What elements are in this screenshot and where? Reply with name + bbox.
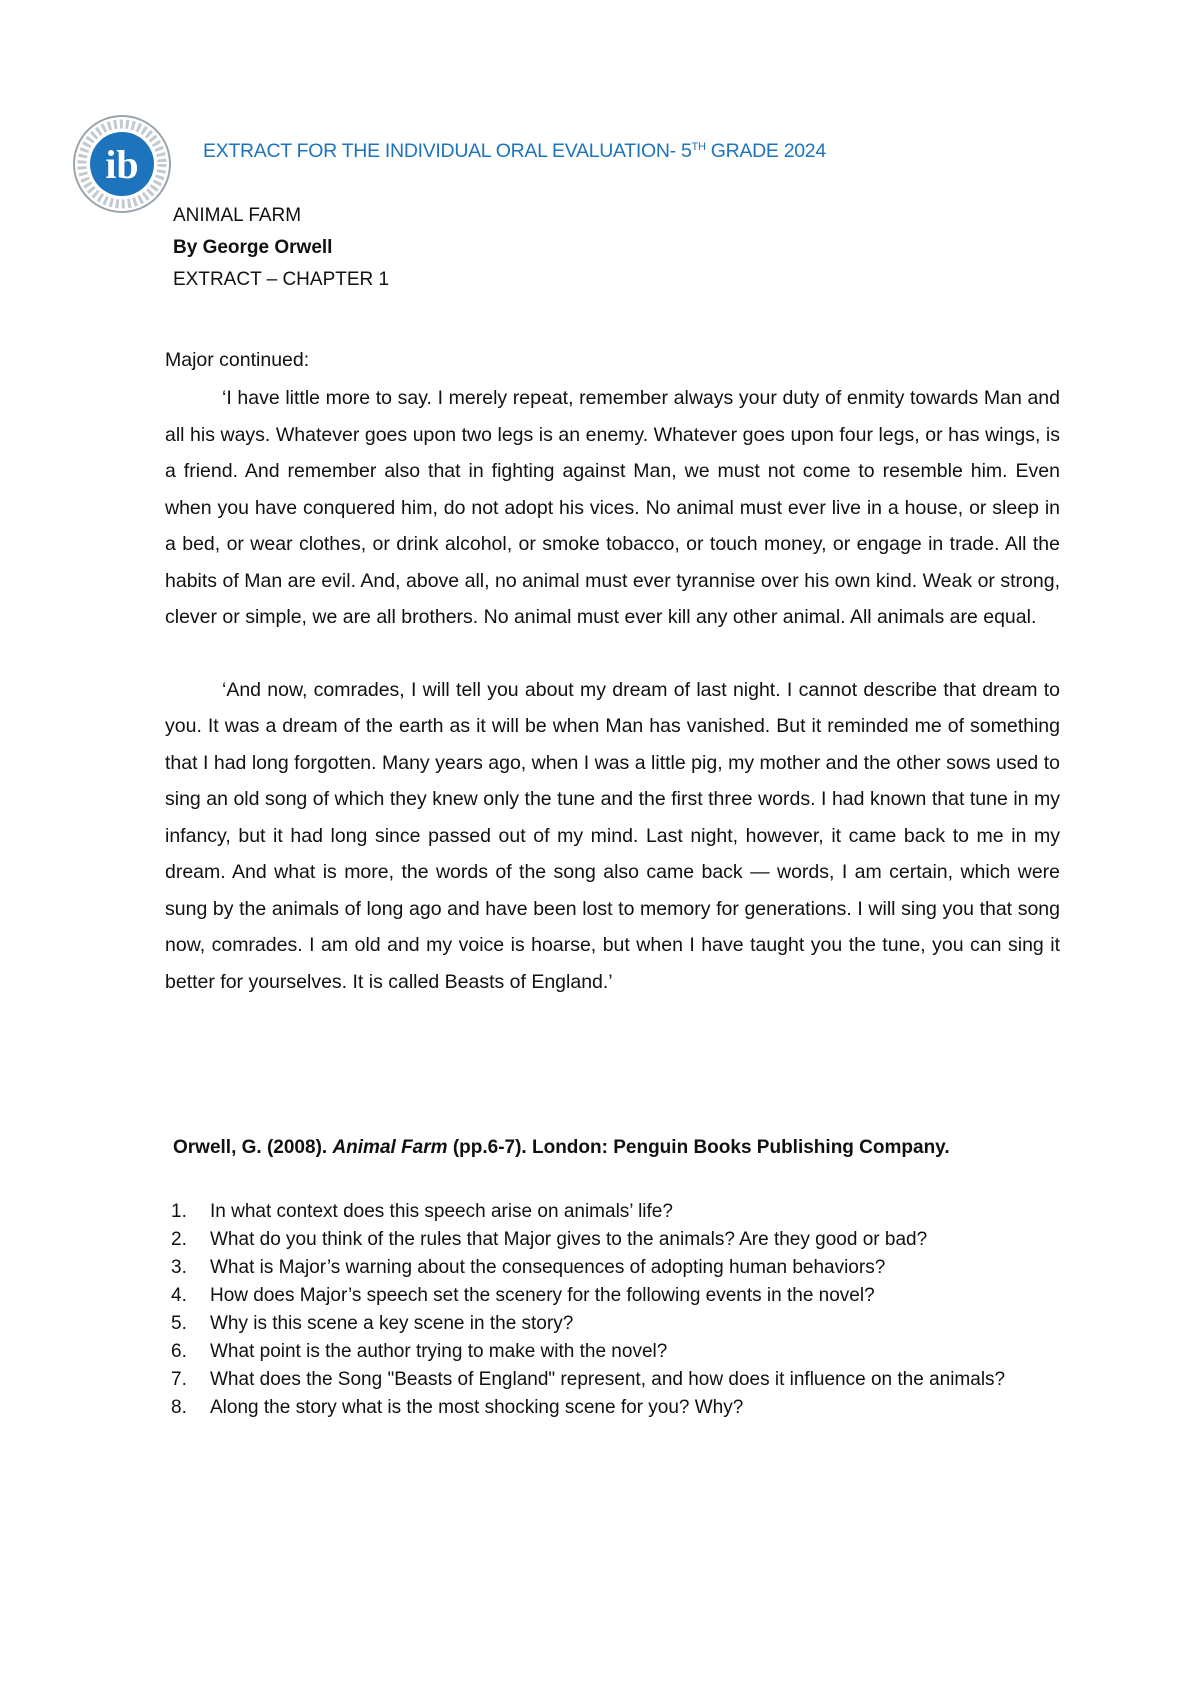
citation-author: Orwell, G. (2008). xyxy=(173,1137,333,1158)
title-main: EXTRACT FOR THE INDIVIDUAL ORAL EVALUATION- 5 xyxy=(203,140,692,162)
extract-paragraph-1: ‘I have little more to say. I merely repeat, remember always your duty of enmity towards Man and all his ways. Whatever goes upon two legs is an enemy. Whatever goes upon four legs, or has wings, is a friend. And remember also that in fighting against Man, we must not come to resemble him. Even when you have conquered him, do not adopt his vices. No animal must ever live in a house, or sleep in a bed, or wear clothes, or drink alcohol, or smoke tobacco, or touch money, or engage in trade. All the habits of Man are evil. And, above all, no animal must ever tyrannise over his own kind. Weak or strong, clever or simple, we are all brothers. No animal must ever kill any other animal. All animals are equal. xyxy=(165,387,1060,628)
question-text: In what context does this speech arise on animals’ life? xyxy=(210,1201,673,1222)
question-item xyxy=(165,1198,1060,1226)
extract-text xyxy=(165,344,1060,1000)
question-item xyxy=(165,1226,1060,1254)
question-item xyxy=(165,1282,1060,1310)
book-title: ANIMAL FARM xyxy=(173,205,302,226)
question-number: 1. xyxy=(171,1201,187,1222)
question-number: 4. xyxy=(171,1285,187,1306)
question-text: What does the Song "Beasts of England" represent, and how does it influence on the animals? xyxy=(210,1369,1006,1390)
book-author: By George Orwell xyxy=(173,237,333,258)
question-list xyxy=(165,1198,1060,1422)
logo-letters: ib xyxy=(105,142,139,187)
question-number: 5. xyxy=(171,1313,187,1334)
question-number: 3. xyxy=(171,1257,187,1278)
question-text: What point is the author trying to make with the novel? xyxy=(210,1341,668,1362)
ib-logo xyxy=(70,112,174,216)
extract-label: EXTRACT – CHAPTER 1 xyxy=(173,269,390,290)
citation xyxy=(173,1137,950,1159)
question-number: 7. xyxy=(171,1369,187,1390)
page-title xyxy=(203,140,826,163)
question-item xyxy=(165,1338,1060,1366)
extract-paragraph-2: ‘And now, comrades, I will tell you about my dream of last night. I cannot describe that dream to you. It was a dream of the earth as it will be when Man has vanished. But it reminded me of something that I had long forgotten. Many years ago, when I was a little pig, my mother and the other sows used to sing an old song of which they knew only the tune and the first three words. I had known that tune in my infancy, but it had long since passed out of my mind. Last night, however, it came back to me in my dream. And what is more, the words of the song also came back — words, I am certain, which were sung by the animals of long ago and have been lost to memory for generations. I will sing you that song now, comrades. I am old and my voice is hoarse, but when I have taught you the tune, you can sing it better for yourselves. It is called Beasts of England.’ xyxy=(165,678,1060,993)
question-text: Along the story what is the most shocking scene for you? Why? xyxy=(210,1397,744,1418)
question-item xyxy=(165,1254,1060,1282)
question-number: 2. xyxy=(171,1229,187,1250)
question-number: 8. xyxy=(171,1397,187,1418)
question-text: What do you think of the rules that Major gives to the animals? Are they good or bad? xyxy=(210,1229,928,1250)
question-number: 6. xyxy=(171,1341,187,1362)
question-item xyxy=(165,1310,1060,1338)
title-end: GRADE 2024 xyxy=(705,140,826,162)
question-text: What is Major’s warning about the consequences of adopting human behaviors? xyxy=(210,1257,886,1278)
question-text: How does Major’s speech set the scenery for the following events in the novel? xyxy=(210,1285,875,1306)
citation-details: (pp.6-7). London: Penguin Books Publishing Company. xyxy=(447,1137,950,1158)
extract-lead: Major continued: xyxy=(165,349,310,371)
question-text: Why is this scene a key scene in the story? xyxy=(210,1313,574,1334)
question-item xyxy=(165,1394,1060,1422)
title-superscript: TH xyxy=(691,141,706,153)
question-item xyxy=(165,1366,1060,1394)
citation-book-title: Animal Farm xyxy=(332,1137,448,1158)
book-info xyxy=(173,200,389,296)
